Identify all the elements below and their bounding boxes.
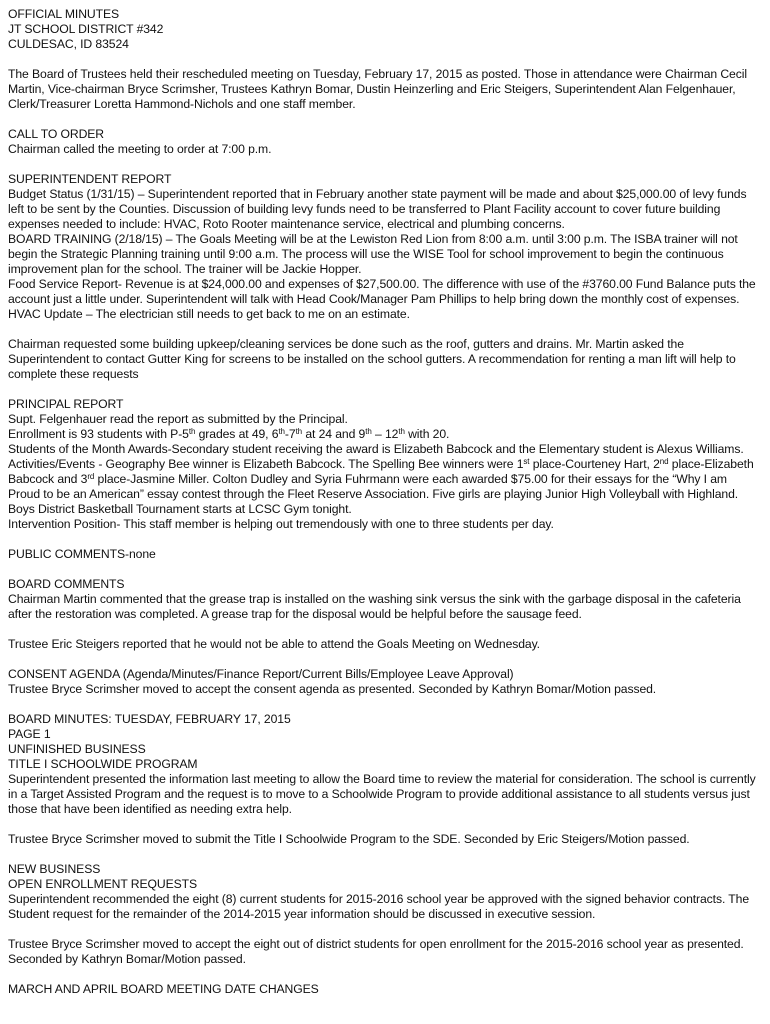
- page-header-title: BOARD MINUTES: TUESDAY, FEBRUARY 17, 2015: [8, 712, 291, 726]
- meeting-date-changes-heading: MARCH AND APRIL BOARD MEETING DATE CHANGES: [8, 982, 319, 996]
- spacer: [8, 322, 760, 337]
- new-business-heading: NEW BUSINESS: [8, 862, 101, 876]
- spacer: [8, 847, 760, 862]
- hvac-update-paragraph: HVAC Update – The electrician still needs to get back to me on an estimate.: [8, 307, 410, 321]
- spacer: [8, 967, 760, 982]
- consent-agenda-motion: Trustee Bryce Scrimsher moved to accept the consent agenda as presented. Seconded by Kathryn Bomar/Motion passed.: [8, 682, 657, 696]
- open-enrollment-motion: Trustee Bryce Scrimsher moved to accept the eight out of district students for open enrollment for the 2015-2016 school year as presented. Seconded by Kathryn Bomar/Motion passed.: [8, 937, 744, 966]
- unfinished-business-heading: UNFINISHED BUSINESS: [8, 742, 146, 756]
- spacer: [8, 52, 760, 67]
- students-of-month-paragraph: Students of the Month Awards-Secondary student receiving the award is Elizabeth Babcock and the Elementary student is Alexus Williams.: [8, 442, 744, 456]
- spacer: [8, 817, 760, 832]
- public-comments: PUBLIC COMMENTS-none: [8, 547, 156, 561]
- spacer: [8, 157, 760, 172]
- superintendent-report-heading: SUPERINTENDENT REPORT: [8, 172, 172, 186]
- open-enrollment-paragraph: Superintendent recommended the eight (8) current students for 2015-2016 school year be approved with the signed behavior contracts. The Student request for the remainder of the 2014-2015 year information should be discussed in executive session.: [8, 892, 750, 921]
- spacer: [8, 532, 760, 547]
- intervention-paragraph: Intervention Position- This staff member is helping out tremendously with one to three students per day.: [8, 517, 554, 531]
- grease-trap-paragraph: Chairman Martin commented that the grease trap is installed on the washing sink versus the sink with the garbage disposal in the cafeteria after the restoration was completed. A grease trap for the disposal would be helpful before the sausage feed.: [8, 592, 741, 621]
- steigers-comment: Trustee Eric Steigers reported that he would not be able to attend the Goals Meeting on Wednesday.: [8, 637, 540, 651]
- intro-paragraph: The Board of Trustees held their rescheduled meeting on Tuesday, February 17, 2015 as posted. Those in attendance were Chairman Cecil Martin, Vice-chairman Bryce Scrimsher, Trustees Kathryn Bomar, Dustin Heinzerling and Eric Steigers, Superintendent Alan Felgenhauer, Clerk/Treasurer Loretta Hammond-Nichols and one staff member.: [8, 67, 747, 111]
- document-title: OFFICIAL MINUTES: [8, 7, 120, 21]
- title-one-paragraph: Superintendent presented the information last meeting to allow the Board time to review the material for consideration. The school is currently in a Target Assisted Program and the request is to move to a Schoolwide Program to provide additional assistance to all students versus just those that have been identified as needing extra help.: [8, 772, 756, 816]
- district-name: JT SCHOOL DISTRICT #342: [8, 22, 164, 36]
- activities-paragraph: Activities/Events - Geography Bee winner is Elizabeth Babcock. The Spelling Bee winners were 1st place-Courteney Hart, 2nd place-Elizabeth Babcock and 3rd place-Jasmine Miller. Colton Dudley and Syria Fuhrmann were each awarded $75.00 for their essays for the “Why I am Proud to be an American” essay contest through the Fleet Reserve Association. Five girls are playing Junior High Volleyball with Highland. Boys District Basketball Tournament starts at LCSC Gym tonight.: [8, 457, 754, 516]
- title-one-heading: TITLE I SCHOOLWIDE PROGRAM: [8, 757, 198, 771]
- building-upkeep-paragraph: Chairman requested some building upkeep/cleaning services be done such as the roof, gutters and drains. Mr. Martin asked the Superintendent to contact Gutter King for screens to be installed on the school gutters. A recommendation for renting a man lift will help to complete these requests: [8, 337, 736, 381]
- principal-report-intro: Supt. Felgenhauer read the report as submitted by the Principal.: [8, 412, 348, 426]
- board-training-paragraph: BOARD TRAINING (2/18/15) – The Goals Meeting will be at the Lewiston Red Lion from 8:00 a.m. until 3:00 p.m. The ISBA trainer will not begin the Strategic Planning training until 9:00 a.m. The process will use the WISE Tool for school improvement to begin the continuous improvement plan for the school. The trainer will be Jackie Hopper.: [8, 232, 738, 276]
- spacer: [8, 112, 760, 127]
- spacer: [8, 652, 760, 667]
- title-one-motion: Trustee Bryce Scrimsher moved to submit the Title I Schoolwide Program to the SDE. Seconded by Eric Steigers/Motion passed.: [8, 832, 690, 846]
- food-service-paragraph: Food Service Report- Revenue is at $24,000.00 and expenses of $27,500.00. The difference with use of the #3760.00 Fund Balance puts the account just a little under. Superintendent will talk with Head Cook/Manager Pam Phillips to help bring down the monthly cost of expenses.: [8, 277, 756, 306]
- spacer: [8, 622, 760, 637]
- enrollment-paragraph: Enrollment is 93 students with P-5th grades at 49, 6th-7th at 24 and 9th – 12th with 20.: [8, 427, 450, 441]
- open-enrollment-heading: OPEN ENROLLMENT REQUESTS: [8, 877, 198, 891]
- spacer: [8, 562, 760, 577]
- district-address: CULDESAC, ID 83524: [8, 37, 129, 51]
- spacer: [8, 922, 760, 937]
- consent-agenda-heading: CONSENT AGENDA (Agenda/Minutes/Finance Report/Current Bills/Employee Leave Approval): [8, 667, 514, 681]
- budget-status-paragraph: Budget Status (1/31/15) – Superintendent reported that in February another state payment will be made and about $25,000.00 of levy funds left to be sent by the Counties. Discussion of building levy funds need to be transferred to Plant Facility account to cover future building expenses needed to include: HVAC, Roto Rooter maintenance service, electrical and plumbing concerns.: [8, 187, 747, 231]
- page-number: PAGE 1: [8, 727, 51, 741]
- principal-report-heading: PRINCIPAL REPORT: [8, 397, 124, 411]
- spacer: [8, 697, 760, 712]
- call-to-order-heading: CALL TO ORDER: [8, 127, 105, 141]
- call-to-order-text: Chairman called the meeting to order at 7:00 p.m.: [8, 142, 272, 156]
- board-comments-heading: BOARD COMMENTS: [8, 577, 125, 591]
- spacer: [8, 382, 760, 397]
